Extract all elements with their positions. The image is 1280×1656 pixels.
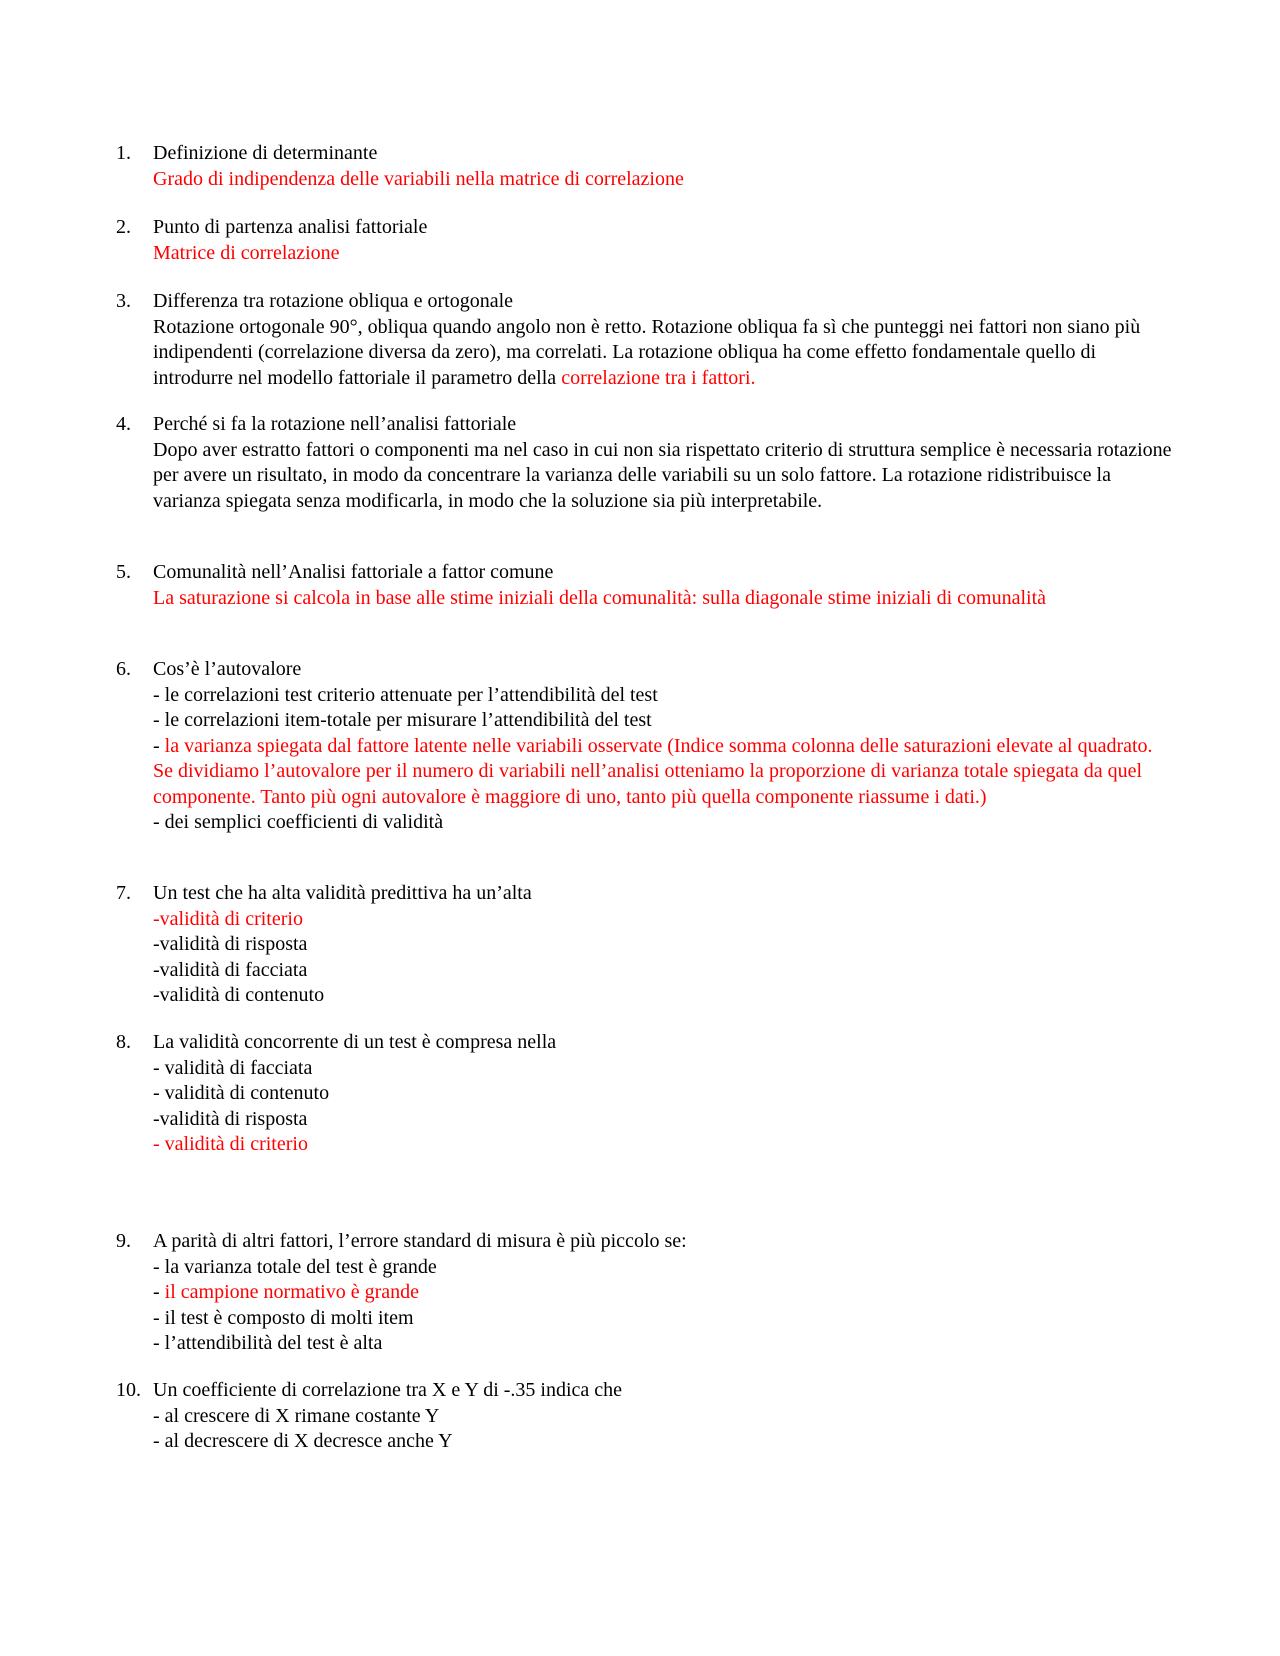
answer-text: Grado di indipendenza delle variabili nella matrice di correlazione [153, 167, 684, 190]
answer-highlight: correlazione tra i fattori. [561, 366, 756, 389]
question-text: Un coefficiente di correlazione tra X e Y di -.35 indica che [153, 1379, 623, 1401]
option-text: - al decrescere di X decresce anche Y [153, 1430, 453, 1452]
question-2 [116, 215, 1176, 266]
option-prefix: - [153, 1281, 165, 1303]
option-text: -validità di facciata [153, 958, 308, 981]
option-text: - validità di contenuto [153, 1082, 330, 1104]
question-text: Cos’è l’autovalore [153, 658, 302, 680]
option-text: -validità di contenuto [153, 984, 325, 1006]
question-text: Punto di partenza analisi fattoriale [153, 216, 428, 238]
option-highlight: il campione normativo è grande [164, 1281, 420, 1303]
question-number: 6. [116, 658, 131, 680]
question-text: Un test che ha alta validità predittiva ha un’alta [153, 882, 532, 904]
question-text: A parità di altri fattori, l’errore standard di misura è più piccolo se: [153, 1230, 687, 1252]
question-number: 1. [116, 142, 131, 164]
question-10 [116, 1378, 1176, 1455]
question-number: 8. [116, 1031, 131, 1053]
question-6 [116, 657, 1176, 836]
answer-text: Dopo aver estratto fattori o componenti ma nel caso in cui non sia rispettato criterio di struttura semplice è necessaria rotazione per avere un risultato, in modo da concentrare la varianza delle variabili su un solo fattore. La rotazione ridistribuisce la varianza spiegata senza modificarla, in modo che la soluzione sia più interpretabile. [153, 438, 1172, 512]
option-correct [153, 1280, 1176, 1306]
question-8 [116, 1030, 1176, 1158]
option-correct [153, 734, 1176, 811]
option-correct: - validità di criterio [153, 1133, 308, 1155]
question-number: 10. [116, 1379, 141, 1401]
question-7 [116, 881, 1176, 1009]
question-3 [116, 289, 1176, 391]
answer-text [153, 315, 1176, 392]
question-text: Comunalità nell’Analisi fattoriale a fattor comune [153, 561, 554, 583]
question-number: 7. [116, 882, 131, 904]
answer-plain: Rotazione ortogonale 90°, obliqua quando angolo non è retto. Rotazione obliqua fa sì che punteggi nei fattori non siano più indipendenti (correlazione diversa da zero), ma correlati. La rotazione obliqua ha come effetto fondamentale quello di introdurre nel modello fattoriale il parametro della [153, 315, 1141, 389]
option-text: -validità di risposta [153, 933, 308, 955]
option-text: - l’attendibilità del test è alta [153, 1332, 383, 1354]
question-number: 5. [116, 561, 131, 583]
answer-text: La saturazione si calcola in base alle stime iniziali della comunalità: sulla diagonale stime iniziali di comunalità [153, 586, 1047, 609]
question-9 [116, 1229, 1176, 1357]
option-text: - la varianza totale del test è grande [153, 1255, 437, 1278]
answer-text: Matrice di correlazione [153, 241, 340, 264]
question-text: La validità concorrente di un test è compresa nella [153, 1031, 557, 1053]
question-number: 9. [116, 1230, 131, 1252]
option-text: - il test è composto di molti item [153, 1306, 414, 1329]
question-text: Definizione di determinante [153, 142, 378, 164]
option-correct: -validità di criterio [153, 907, 303, 930]
option-text: - al crescere di X rimane costante Y [153, 1404, 440, 1427]
question-4 [116, 412, 1176, 514]
option-highlight: la varianza spiegata dal fattore latente nelle variabili osservate (Indice somma colonna delle saturazioni elevate al quadrato. Se dividiamo l’autovalore per il numero di variabili nell’analisi otteniamo la proporzione di varianza totale spiegata da quel componente. Tanto più ogni autovalore è maggiore di uno, tanto più quella componente riassume i dati.) [153, 734, 1153, 808]
question-1 [116, 141, 1176, 192]
question-number: 2. [116, 216, 131, 238]
option-text: - le correlazioni item-totale per misurare l’attendibilità del test [153, 709, 652, 731]
question-5 [116, 560, 1176, 611]
question-text: Differenza tra rotazione obliqua e ortogonale [153, 290, 514, 312]
option-text: - le correlazioni test criterio attenuate per l’attendibilità del test [153, 683, 658, 706]
option-prefix: - [153, 734, 165, 757]
option-text: - validità di facciata [153, 1056, 313, 1079]
option-text: -validità di risposta [153, 1107, 308, 1130]
question-text: Perché si fa la rotazione nell’analisi fattoriale [153, 413, 517, 435]
option-text: - dei semplici coefficienti di validità [153, 811, 444, 833]
question-number: 4. [116, 413, 131, 435]
question-number: 3. [116, 290, 131, 312]
